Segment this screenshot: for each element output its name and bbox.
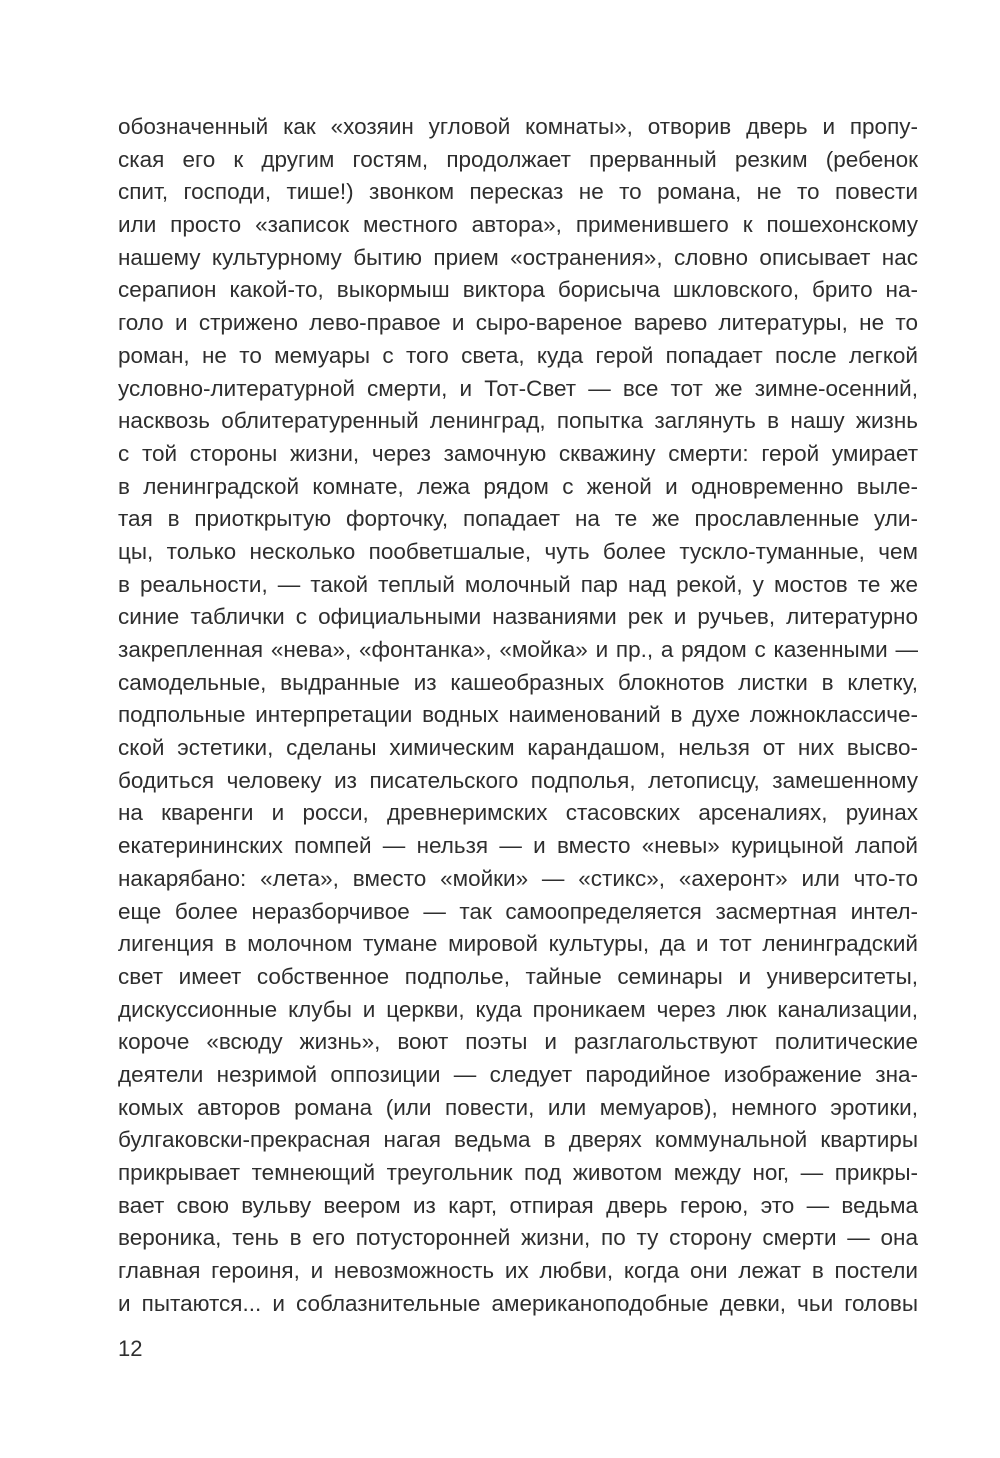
text-line: закрепленная «нева», «фонтанка», «мойка» и пр., а рядом с казенными —: [118, 637, 918, 662]
text-line: голо и стрижено лево-правое и сыро-вареное варево литературы, не то: [118, 310, 918, 336]
text-line: короче «всюду жизнь», воют поэты и разглагольствуют политические: [118, 1029, 918, 1055]
text-line: еще более неразборчивое — так самоопределяется засмертная интел-: [118, 898, 918, 924]
text-line: ской эстетики, сделаны химическим карандашом, нельзя от них высво-: [118, 735, 918, 761]
text-line: насквозь облитературенный ленинград, попытка заглянуть в нашу жизнь: [118, 408, 918, 434]
text-line: в реальности, — такой теплый молочный пар над рекой, у мостов те же: [118, 571, 918, 597]
text-line: комых авторов романа (или повести, или мемуаров), немного эротики,: [118, 1094, 918, 1120]
text-line: нашему культурному бытию прием «остранения», словно описывает нас: [118, 244, 918, 270]
text-line: обозначенный как «хозяин угловой комнаты», отворив дверь и пропу-: [118, 114, 918, 139]
text-line: на кваренги и росси, древнеримских стасовских арсеналиях, руинах: [118, 800, 918, 826]
text-line: или просто «записок местного автора», применившего к пошехонскому: [118, 212, 918, 238]
text-line: бодиться человеку из писательского подполья, летописцу, замешенному: [118, 767, 918, 793]
text-line: прикрывает темнеющий треугольник под животом между ног, — прикры-: [118, 1160, 918, 1185]
text-line: екатерининских помпей — нельзя — и вместо «невы» курицыной лапой: [118, 833, 918, 859]
text-line: серапион какой-то, выкормыш виктора борисыча шкловского, брито на-: [118, 277, 918, 303]
text-line: самодельные, выдранные из кашеобразных блокнотов листки в клетку,: [118, 669, 918, 695]
body-text: [118, 111, 918, 1320]
text-line: ская его к другим гостям, продолжает прерванный резким (ребенок: [118, 146, 918, 172]
text-line: в ленинградской комнате, лежа рядом с женой и одновременно выле-: [118, 473, 918, 499]
text-line: и пытаются... и соблазнительные американоподобные девки, чьи головы: [118, 1290, 918, 1316]
text-line: главная героиня, и невозможность их любви, когда они лежат в постели: [118, 1258, 918, 1284]
text-line: тая в приоткрытую форточку, попадает на те же прославленные ули-: [118, 506, 918, 532]
text-line: вероника, тень в его потусторонней жизни, по ту сторону смерти — она: [118, 1225, 918, 1251]
text-line: спит, господи, тише!) звонком пересказ не то романа, не то повести: [118, 179, 918, 205]
text-line: накарябано: «лета», вместо «мойки» — «стикс», «ахеронт» или что-то: [118, 865, 918, 891]
text-line: роман, не то мемуары с того света, куда герой попадает после легкой: [118, 342, 918, 368]
text-line: условно-литературной смерти, и Тот-Свет — все тот же зимне-осенний,: [118, 375, 918, 401]
text-line: цы, только несколько пообветшалые, чуть более тускло-туманные, чем: [118, 538, 918, 564]
text-line: свет имеет собственное подполье, тайные семинары и университеты,: [118, 963, 918, 989]
text-line: лигенция в молочном тумане мировой культуры, да и тот ленинградский: [118, 931, 918, 957]
text-line: деятели незримой оппозиции — следует пародийное изображение зна-: [118, 1061, 918, 1087]
text-line: дискуссионные клубы и церкви, куда проникаем через люк канализации,: [118, 996, 918, 1022]
text-line: подпольные интерпретации водных наименований в духе ложноклассиче-: [118, 702, 918, 728]
text-line: синие таблички с официальными названиями рек и ручьев, литературно: [118, 604, 918, 630]
text-line: вает свою вульву веером из карт, отпирая дверь герою, это — ведьма: [118, 1192, 918, 1218]
page-number: 12: [118, 1336, 143, 1361]
text-line: булгаковски-прекрасная нагая ведьма в дверях коммунальной квартиры: [118, 1127, 918, 1153]
text-line: с той стороны жизни, через замочную скважину смерти: герой умирает: [118, 440, 918, 466]
